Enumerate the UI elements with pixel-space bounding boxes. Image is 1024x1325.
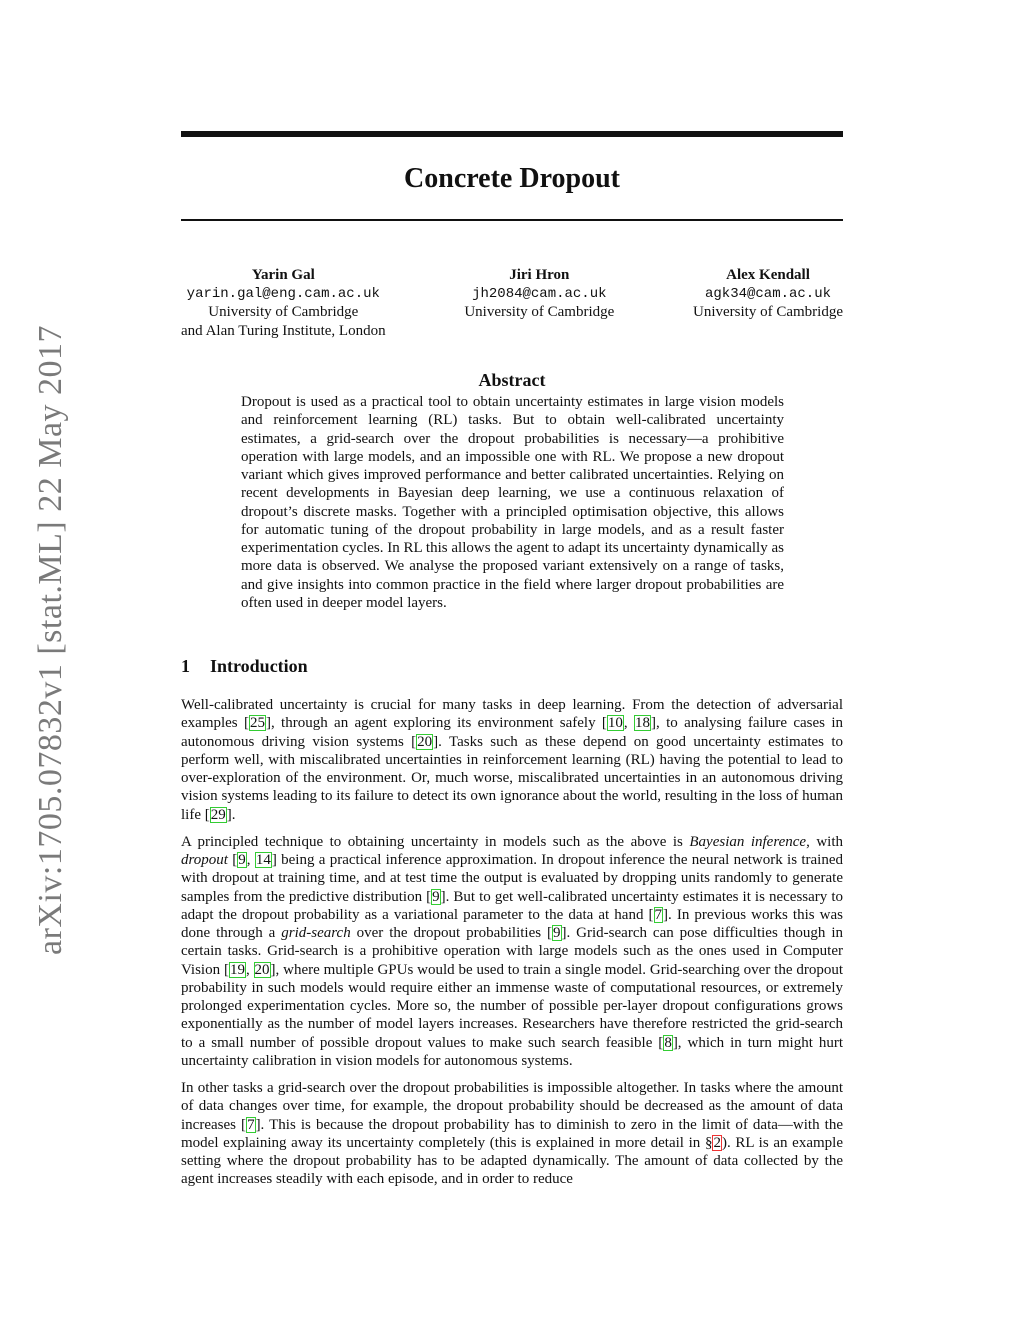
- title-rule-bottom: [181, 219, 843, 221]
- emphasis: dropout: [181, 852, 228, 868]
- author-email: yarin.gal@eng.cam.ac.uk: [186, 285, 380, 302]
- text-run: In other tasks a grid-search over the dropout probabilities is impossible altogether. In tasks where the amount of data changes over time, for example, the dropout probability should be decreased as the amount of data increases [: [181, 1080, 843, 1133]
- author-name: Yarin Gal: [251, 267, 315, 283]
- text-run: ,: [623, 715, 634, 732]
- section-ref-link[interactable]: 2: [713, 1134, 721, 1151]
- body-text: [181, 696, 843, 1198]
- paragraph-3: [181, 1079, 843, 1189]
- text-run: ]. Tasks such as these depend on good uncertainty estimates to perform well, with miscalibrated uncertainties in reinforcement learning (RL) having the potential to lead to over-exploration of the environment. Or, much worse, miscalibrated uncertainties in an autonomous driving vision systems leading to its failure to detect its own ignorance about the world, resulting in the loss of human life [: [181, 733, 843, 823]
- abstract-text: Dropout is used as a practical tool to obtain uncertainty estimates in large vision models and reinforcement learning (RL) tasks. But to obtain well-calibrated uncertainty estimates, a grid-search over the dropout probabilities is necessary—a prohibitive operation with large models, and an impossible one with RL. We propose a new dropout variant which gives improved performance and better calibrated uncertainties. Relying on recent developments in Bayesian deep learning, we use a continuous relaxation of dropout’s discrete masks. Together with a principled optimisation objective, this allows for automatic tuning of the dropout probability in large models, and as a result faster experimentation cycles. In RL this allows the agent to adapt its uncertainty dynamically as more data is observed. We analyse the proposed variant extensively on a range of tasks, and give insights into common practice in the field where larger dropout probabilities are often used in deeper model layers.: [241, 394, 784, 611]
- author-name: Jiri Hron: [509, 267, 570, 283]
- citation-link[interactable]: 7: [654, 906, 663, 923]
- citation-link[interactable]: 14: [255, 852, 271, 868]
- text-run: ,: [245, 961, 254, 978]
- text-run: over the dropout probabilities [: [350, 925, 552, 941]
- text-run: ], through an agent exploring its environment safely [: [265, 715, 607, 732]
- citation-link[interactable]: 9: [553, 925, 561, 941]
- citation-link[interactable]: 18: [635, 715, 650, 732]
- citation-link[interactable]: 8: [664, 1034, 672, 1051]
- citation-link[interactable]: 29: [210, 806, 226, 823]
- text-run: ].: [226, 806, 236, 823]
- title-rule-top: [181, 131, 843, 137]
- author-affiliation: University of Cambridge: [464, 304, 615, 320]
- author-block: [181, 266, 843, 340]
- citation-link[interactable]: 9: [432, 888, 440, 905]
- author-3: [693, 266, 843, 340]
- text-run: ]. Grid-search can pose difficulties though in certain tasks. Grid-search is a prohibitive operation with large models such as the ones used in Computer Vision [: [181, 925, 843, 978]
- text-run: ], where multiple GPUs would be used to train a single model. Grid-searching over the dropout probability in such models would require either an immense waste of computational resources, or extremely prolonged experimentation cycles. More so, the number of possible per-layer dropout configurations grows exponentially as the number of model layers increases. Researchers have therefore restricted the grid-search to a small number of possible dropout values to make such search feasible [: [181, 961, 844, 1051]
- author-email: agk34@cam.ac.uk: [704, 285, 832, 302]
- text-run: ], which in turn might hurt uncertainty calibration in vision models for autonomous systems.: [181, 1034, 843, 1069]
- text-run: , with: [806, 833, 843, 850]
- author-affiliation-2: and Alan Turing Institute, London: [181, 322, 386, 339]
- emphasis: grid-search: [281, 925, 351, 941]
- citation-link[interactable]: 7: [247, 1116, 255, 1133]
- text-run: Well-calibrated uncertainty is crucial for many tasks in deep learning. From the detection of adversarial examples [: [181, 697, 843, 732]
- text-run: ]. But to get well-calibrated uncertainty estimates it is necessary to adapt the dropout probability as a variational parameter to the data at hand [: [181, 888, 843, 923]
- citation-link[interactable]: 10: [607, 715, 623, 732]
- citation-link[interactable]: 20: [417, 733, 433, 750]
- author-2: [464, 266, 614, 340]
- citation-link[interactable]: 20: [254, 961, 270, 978]
- citation-link[interactable]: 19: [229, 961, 245, 978]
- arxiv-stamp: arXiv:1705.07832v1 [stat.ML] 22 May 2017: [32, 324, 69, 955]
- section-number: 1: [181, 656, 190, 676]
- emphasis: Bayesian inference: [689, 833, 807, 850]
- abstract-heading: Abstract: [478, 370, 546, 390]
- author-affiliation: University of Cambridge: [693, 304, 843, 320]
- author-name: Alex Kendall: [726, 267, 810, 283]
- paragraph-2: [181, 833, 843, 1070]
- author-affiliation: University of Cambridge: [208, 304, 359, 320]
- author-email: jh2084@cam.ac.uk: [472, 285, 607, 302]
- section-title: Introduction: [210, 656, 308, 676]
- paragraph-1: [181, 696, 843, 824]
- citation-link[interactable]: 25: [249, 715, 265, 732]
- text-run: ]. In previous works this was done through a: [181, 906, 843, 941]
- citation-link[interactable]: 9: [238, 852, 246, 868]
- text-run: ). RL is an example setting where the dropout probability has to be adapted dynamically. The amount of data collected by the agent increases steadily with each episode, and in order to reduce: [181, 1134, 843, 1188]
- section-heading: [181, 654, 843, 678]
- text-run: [: [227, 852, 238, 868]
- text-run: A principled technique to obtaining uncertainty in models such as the above is: [181, 833, 690, 850]
- text-run: ,: [246, 852, 255, 868]
- author-1: [181, 266, 386, 340]
- text-run: ] being a practical inference approximation. In dropout inference the neural network is trained with dropout at training time, and at test time the output is evaluated by dropping units randomly to generate samples from the predictive distribution [: [181, 852, 844, 905]
- text-run: ], to analysing failure cases in autonomous driving vision systems [: [181, 715, 843, 750]
- text-run: ]. This is because the dropout probability has to diminish to zero in the limit of data—with the model explaining away its uncertainty completely (this is explained in more detail in §: [181, 1116, 844, 1151]
- paper-title: Concrete Dropout: [404, 163, 620, 194]
